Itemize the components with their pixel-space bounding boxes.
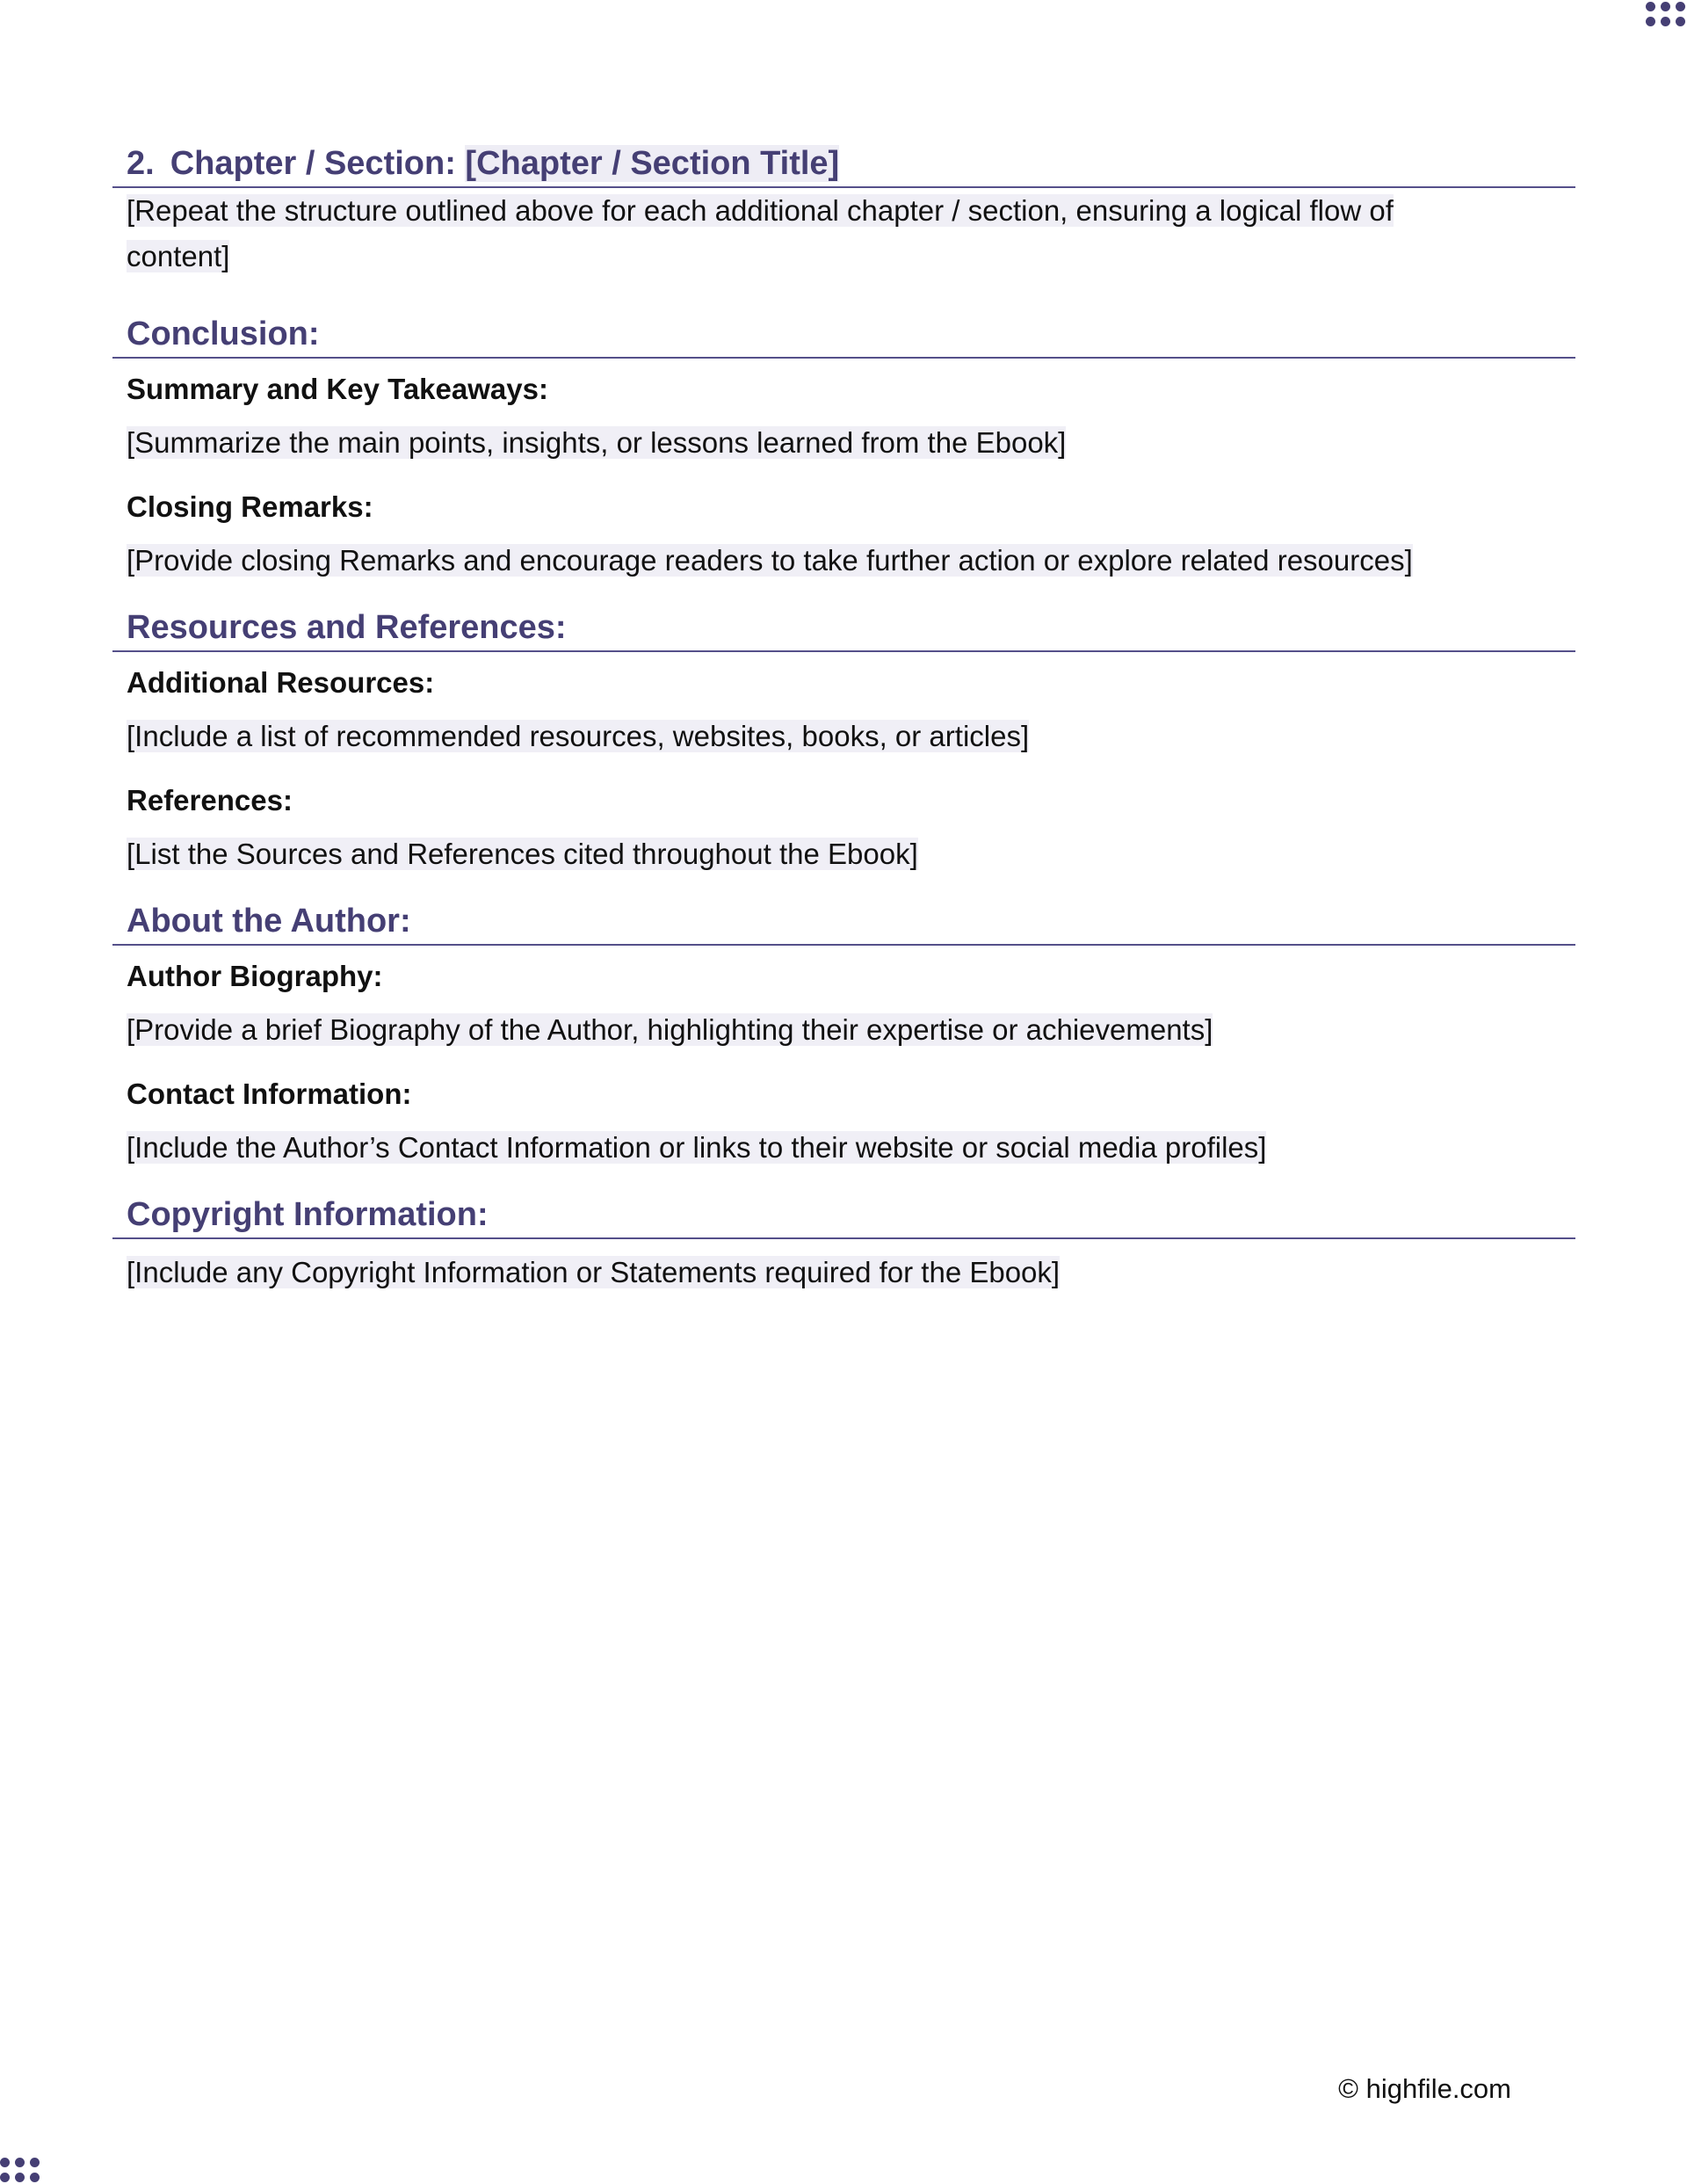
closing-label: Closing Remarks: <box>127 490 373 523</box>
decorative-dots-bottom-icon <box>0 2158 40 2182</box>
contact-placeholder: [Include the Author’s Contact Information or links to their website or social media profiles] <box>127 1131 1267 1164</box>
references-placeholder: [List the Sources and References cited throughout the Ebook] <box>127 838 918 870</box>
chapter-heading <box>112 141 1575 188</box>
chapter-label: Chapter / Section: <box>170 145 456 182</box>
decorative-dots-top-icon <box>1646 2 1685 26</box>
chapter-body-line1: [Repeat the structure outlined above for each additional chapter / section, ensuring a logical flow of <box>127 194 1394 227</box>
references-label: References: <box>127 784 293 816</box>
summary-label: Summary and Key Takeaways: <box>127 373 548 405</box>
closing-text <box>112 538 1575 584</box>
resources-heading: Resources and References: <box>112 605 1575 652</box>
author-bio-label: Author Biography: <box>127 960 383 992</box>
author-bio-text <box>112 1007 1575 1053</box>
footer-copyright: © highfile.com <box>1338 2073 1511 2104</box>
summary-placeholder: [Summarize the main points, insights, or lessons learned from the Ebook] <box>127 426 1067 459</box>
copyright-text <box>112 1250 1575 1295</box>
conclusion-heading: Conclusion: <box>112 311 1575 359</box>
copyright-heading: Copyright Information: <box>112 1192 1575 1239</box>
author-bio-placeholder: [Provide a brief Biography of the Author, highlighting their expertise or achievements] <box>127 1013 1213 1046</box>
additional-resources-label: Additional Resources: <box>127 666 435 699</box>
closing-placeholder: [Provide closing Remarks and encourage readers to take further action or explore related resources] <box>127 544 1413 577</box>
chapter-number: 2. <box>127 145 155 182</box>
author-heading: About the Author: <box>112 898 1575 946</box>
document-content <box>112 141 1575 1295</box>
additional-resources-placeholder: [Include a list of recommended resources, websites, books, or articles] <box>127 720 1030 752</box>
chapter-body-line2: content] <box>127 240 230 272</box>
references-text <box>112 831 1575 877</box>
contact-label: Contact Information: <box>127 1077 412 1110</box>
chapter-title-placeholder: [Chapter / Section Title] <box>465 145 840 182</box>
copyright-placeholder: [Include any Copyright Information or Statements required for the Ebook] <box>127 1256 1061 1288</box>
summary-text <box>112 420 1575 466</box>
additional-resources-text <box>112 714 1575 759</box>
chapter-body <box>112 188 1575 279</box>
contact-text <box>112 1125 1575 1171</box>
